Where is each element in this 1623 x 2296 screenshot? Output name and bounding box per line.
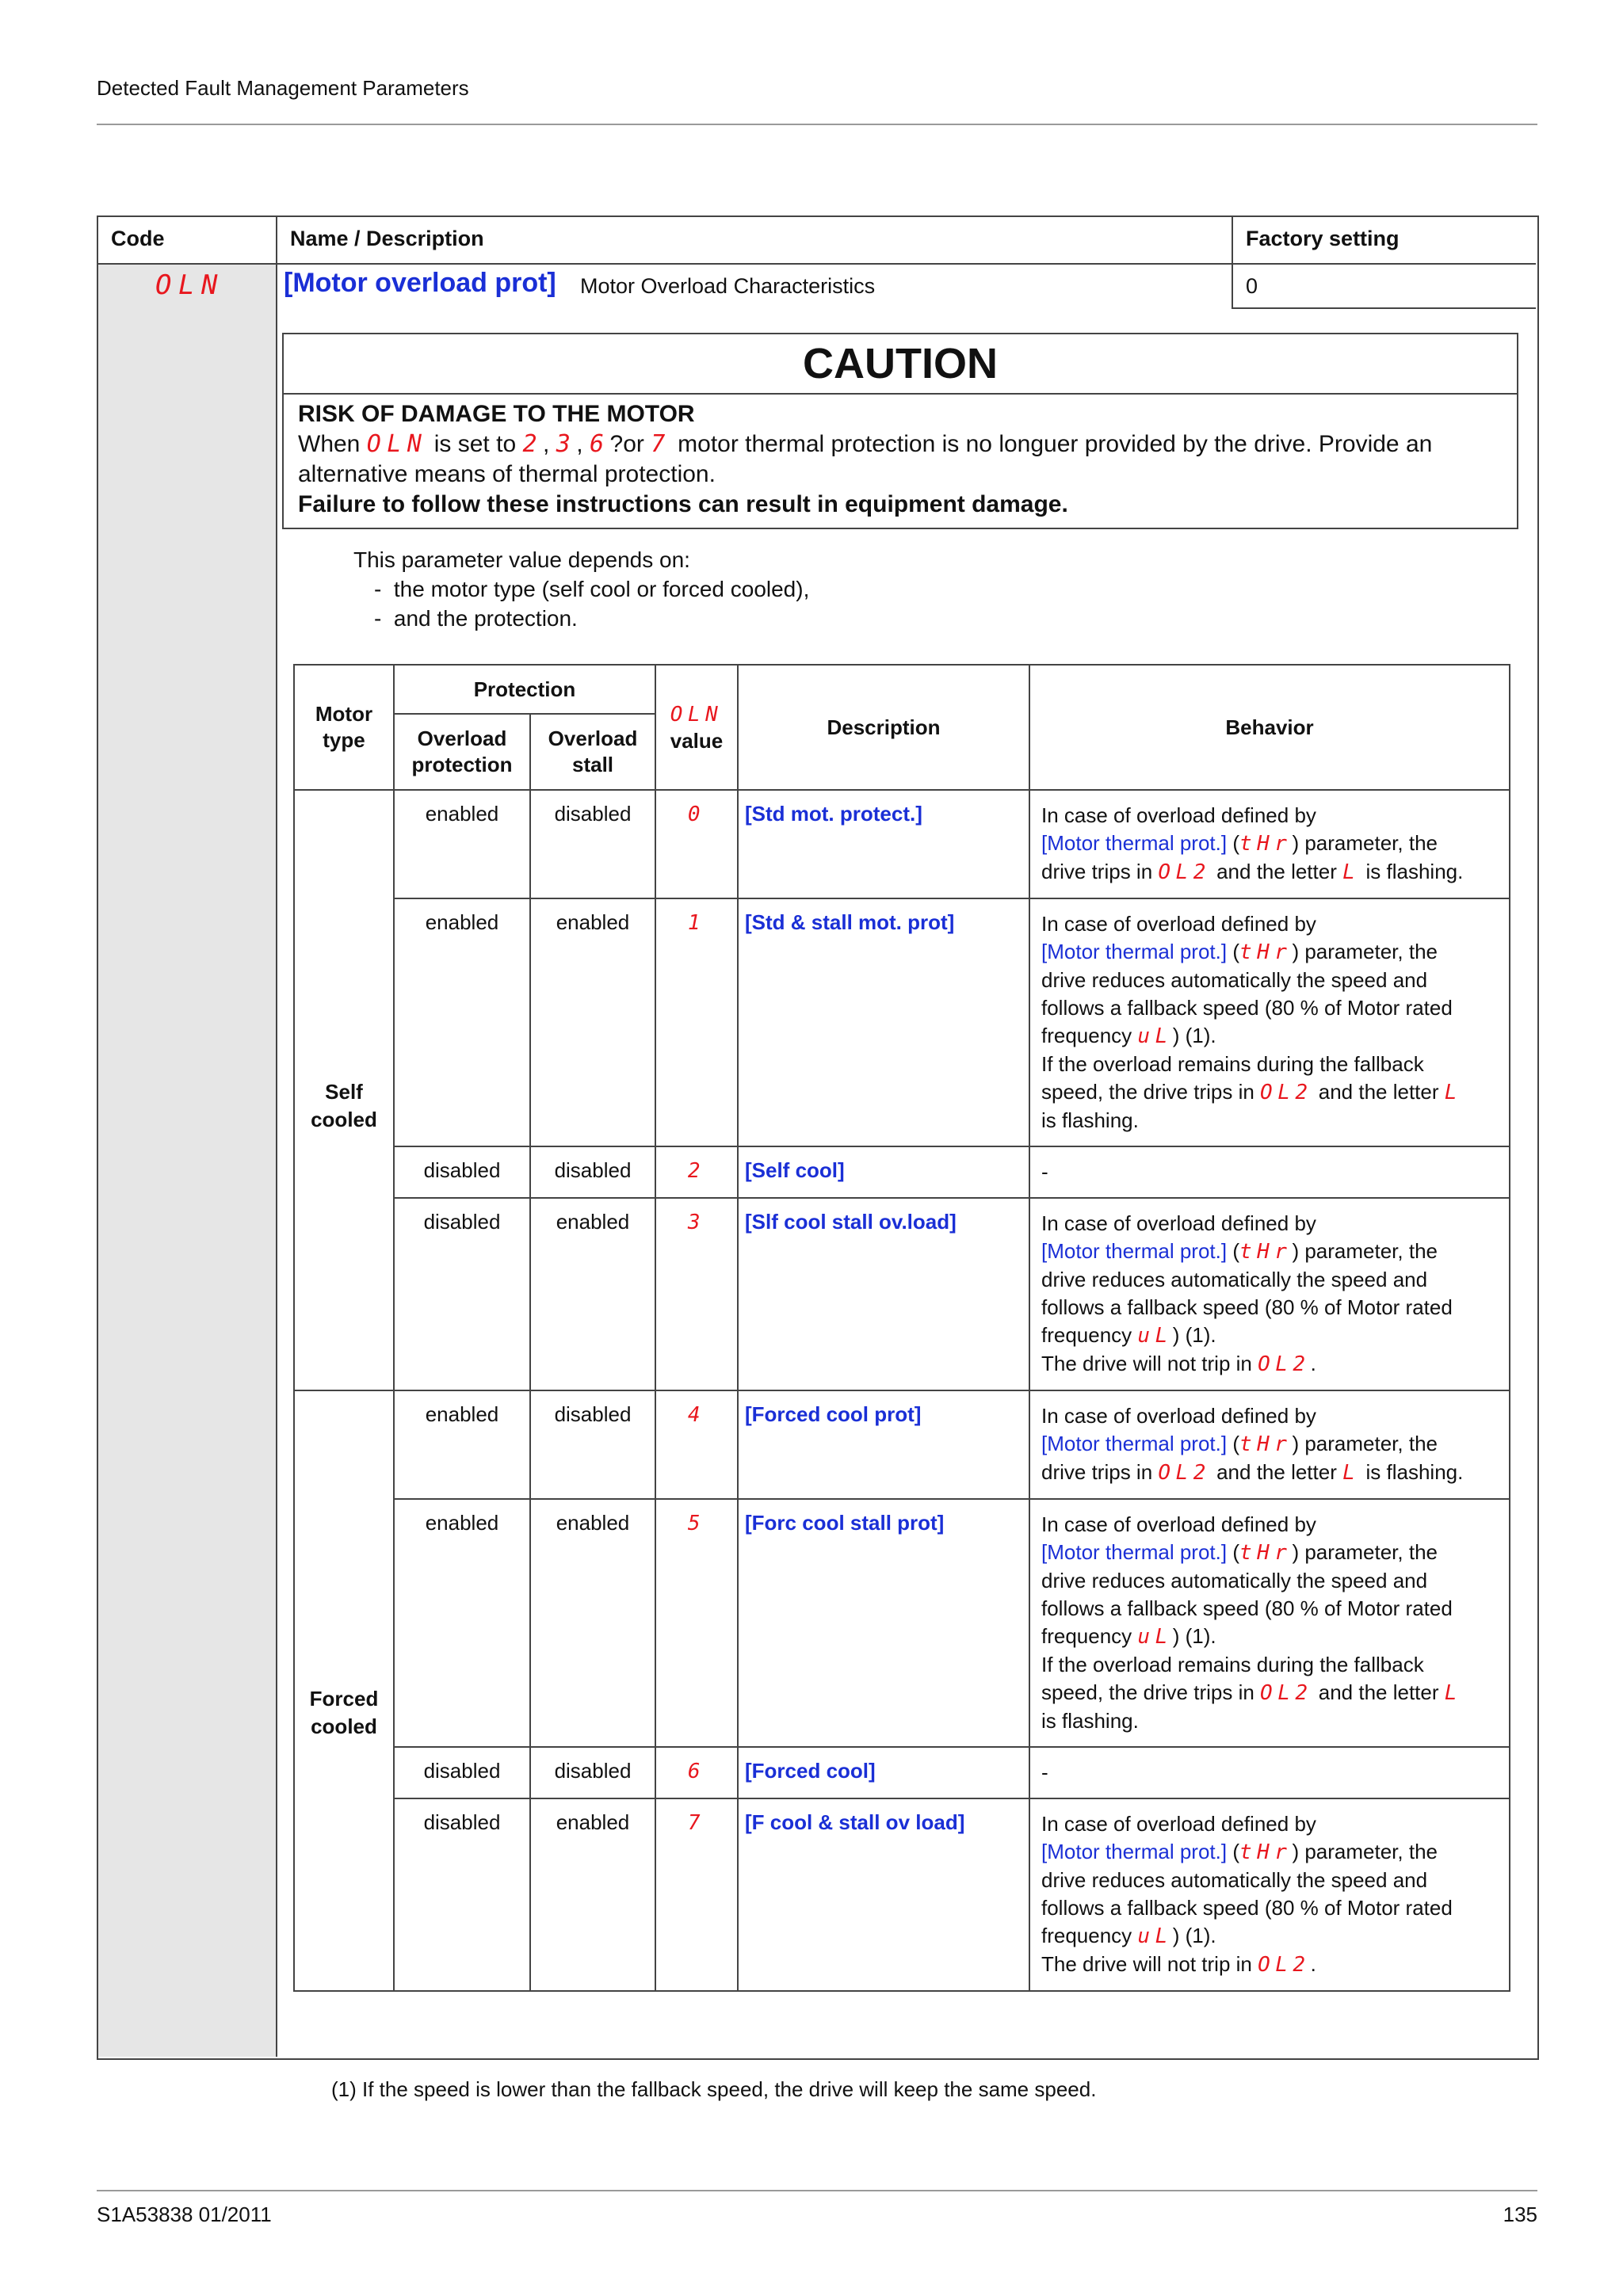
cell-overload-protection: disabled bbox=[394, 1146, 530, 1198]
beh-and-letter: and the letter bbox=[1318, 1080, 1439, 1104]
th-overload-protection: Overload protection bbox=[394, 714, 530, 790]
beh-fallback: follows a fallback speed (80 % of Motor rated bbox=[1041, 1596, 1453, 1620]
caution-failure: Failure to follow these instructions can result in equipment damage. bbox=[298, 491, 1068, 517]
cell-overload-protection: disabled bbox=[394, 1198, 530, 1390]
beh-ul-code: uL bbox=[1137, 1924, 1173, 1948]
cell-overload-stall: enabled bbox=[530, 1499, 655, 1747]
cell-description: [Self cool] bbox=[738, 1146, 1029, 1198]
th-behavior: Behavior bbox=[1029, 665, 1510, 790]
cell-overload-protection: enabled bbox=[394, 1390, 530, 1499]
beh-note: ) (1). bbox=[1172, 1024, 1216, 1047]
depends-item-text: and the protection. bbox=[393, 606, 578, 631]
beh-open: ( bbox=[1232, 1540, 1239, 1564]
motor-type-forced: Forced cooled bbox=[294, 1390, 394, 1991]
beh-param: [Motor thermal prot.] bbox=[1041, 831, 1228, 855]
beh-will-not: The drive will not trip in bbox=[1041, 1952, 1252, 1976]
caution-line1-end: motor thermal protection is no longuer provided by the drive. Provide an bbox=[678, 431, 1433, 457]
beh-dot: . bbox=[1310, 1352, 1316, 1375]
table-row bbox=[294, 790, 1510, 898]
cell-behavior bbox=[1029, 898, 1510, 1146]
beh-and-letter: and the letter bbox=[1216, 860, 1337, 883]
beh-speed-trips: speed, the drive trips in bbox=[1041, 1080, 1254, 1104]
beh-intro: In case of overload defined by bbox=[1041, 803, 1316, 827]
code-column bbox=[98, 265, 277, 2057]
beh-reduces: drive reduces automatically the speed and bbox=[1041, 1569, 1428, 1592]
beh-dot: . bbox=[1310, 1952, 1316, 1976]
beh-reduces: drive reduces automatically the speed and bbox=[1041, 1868, 1428, 1892]
header-divider bbox=[97, 124, 1537, 125]
beh-close: ) parameter, the bbox=[1292, 1540, 1438, 1564]
cell-oln-value: 2 bbox=[687, 1159, 706, 1183]
beh-intro: In case of overload defined by bbox=[1041, 1812, 1316, 1836]
cell-description: [Forced cool prot] bbox=[738, 1390, 1029, 1499]
beh-trips-in: drive trips in bbox=[1041, 1460, 1153, 1484]
beh-frequency: frequency bbox=[1041, 1924, 1132, 1947]
caution-is-set-to: is set to bbox=[433, 431, 517, 457]
header-code: Code bbox=[111, 227, 165, 250]
beh-thr-code: tHr bbox=[1239, 832, 1293, 856]
caution-line2: alternative means of thermal protection. bbox=[298, 461, 716, 487]
cell-overload-stall: disabled bbox=[530, 1390, 655, 1499]
beh-note: ) (1). bbox=[1172, 1924, 1216, 1947]
cell-overload-protection: enabled bbox=[394, 1499, 530, 1747]
cell-oln-value: 1 bbox=[687, 911, 706, 935]
beh-note: ) (1). bbox=[1172, 1323, 1216, 1347]
beh-ol2-code: OL2 bbox=[1158, 860, 1211, 884]
bullet-dash: - bbox=[374, 577, 382, 601]
beh-ol2-code: OL2 bbox=[1258, 1953, 1311, 1977]
th-protection: Protection bbox=[394, 665, 655, 714]
beh-close: ) parameter, the bbox=[1292, 1840, 1438, 1863]
cell-description: [Forc cool stall prot] bbox=[738, 1499, 1029, 1747]
beh-fallback: follows a fallback speed (80 % of Motor rated bbox=[1041, 1896, 1453, 1920]
table-row bbox=[294, 1198, 1510, 1390]
th-oln-code: OLN bbox=[670, 702, 724, 727]
beh-thr-code: tHr bbox=[1239, 940, 1293, 964]
beh-note: ) (1). bbox=[1172, 1624, 1216, 1648]
beh-frequency: frequency bbox=[1041, 1323, 1132, 1347]
beh-l-code: L bbox=[1342, 860, 1361, 884]
beh-speed-trips: speed, the drive trips in bbox=[1041, 1680, 1254, 1704]
beh-flashing: is flashing. bbox=[1041, 1108, 1139, 1132]
caution-code: OLN bbox=[366, 430, 428, 458]
cell-behavior bbox=[1029, 1198, 1510, 1390]
depends-intro: This parameter value depends on: bbox=[353, 547, 690, 572]
th-motor-type: Motor type bbox=[294, 665, 394, 790]
param-name: [Motor overload prot] bbox=[284, 268, 556, 298]
beh-param: [Motor thermal prot.] bbox=[1041, 1239, 1228, 1263]
th-value-label: value bbox=[670, 728, 724, 753]
beh-thr-code: tHr bbox=[1239, 1840, 1293, 1864]
cell-oln-value: 0 bbox=[687, 803, 706, 826]
beh-ol2-code: OL2 bbox=[1158, 1461, 1211, 1485]
cell-overload-stall: disabled bbox=[530, 1747, 655, 1798]
beh-fallback: follows a fallback speed (80 % of Motor rated bbox=[1041, 996, 1453, 1020]
beh-fallback: follows a fallback speed (80 % of Motor rated bbox=[1041, 1295, 1453, 1319]
beh-l-code: L bbox=[1444, 1081, 1462, 1104]
caution-body bbox=[298, 399, 1501, 520]
cell-description: [Std mot. protect.] bbox=[738, 790, 1029, 898]
beh-thr-code: tHr bbox=[1239, 1240, 1293, 1264]
beh-frequency: frequency bbox=[1041, 1624, 1132, 1648]
cell-oln-value: 3 bbox=[687, 1211, 706, 1234]
param-description: Motor Overload Characteristics bbox=[580, 274, 876, 298]
th-description: Description bbox=[738, 665, 1029, 790]
th-oln-value bbox=[655, 665, 738, 790]
beh-open: ( bbox=[1232, 1239, 1239, 1263]
beh-ul-code: uL bbox=[1137, 1324, 1173, 1348]
cell-overload-protection: enabled bbox=[394, 898, 530, 1146]
beh-ul-code: uL bbox=[1137, 1024, 1173, 1048]
beh-flashing: is flashing. bbox=[1365, 860, 1464, 883]
beh-l-code: L bbox=[1444, 1681, 1462, 1705]
cell-overload-stall: disabled bbox=[530, 790, 655, 898]
header-row-divider bbox=[98, 263, 1536, 265]
table-row bbox=[294, 1146, 1510, 1198]
beh-intro: In case of overload defined by bbox=[1041, 1404, 1316, 1428]
factory-col-divider bbox=[1232, 217, 1233, 309]
beh-reduces: drive reduces automatically the speed and bbox=[1041, 968, 1428, 992]
beh-ul-code: uL bbox=[1137, 1625, 1173, 1649]
beh-open: ( bbox=[1232, 1840, 1239, 1863]
beh-will-not: The drive will not trip in bbox=[1041, 1352, 1252, 1375]
footer-page-number: 135 bbox=[1503, 2203, 1537, 2226]
beh-flashing: is flashing. bbox=[1041, 1709, 1139, 1733]
table-row bbox=[294, 1499, 1510, 1747]
beh-param: [Motor thermal prot.] bbox=[1041, 1540, 1228, 1564]
beh-thr-code: tHr bbox=[1239, 1432, 1293, 1456]
beh-and-letter: and the letter bbox=[1318, 1680, 1439, 1704]
caution-or: ?or bbox=[609, 431, 644, 457]
oln-values-table bbox=[293, 664, 1510, 1992]
beh-open: ( bbox=[1232, 1432, 1239, 1455]
factory-value: 0 bbox=[1246, 274, 1258, 298]
caution-value-2: 2 bbox=[522, 430, 544, 458]
caution-box bbox=[282, 333, 1518, 529]
cell-overload-stall: enabled bbox=[530, 898, 655, 1146]
cell-description: [Slf cool stall ov.load] bbox=[738, 1198, 1029, 1390]
footer-doc-ref: S1A53838 01/2011 bbox=[97, 2203, 272, 2226]
beh-intro: In case of overload defined by bbox=[1041, 1211, 1316, 1235]
beh-trips-in: drive trips in bbox=[1041, 860, 1153, 883]
cell-overload-stall: disabled bbox=[530, 1146, 655, 1198]
header-name: Name / Description bbox=[290, 227, 484, 250]
cell-oln-value: 5 bbox=[687, 1512, 706, 1535]
cell-overload-protection: disabled bbox=[394, 1798, 530, 1991]
cell-behavior: - bbox=[1029, 1747, 1510, 1798]
beh-ol2-code: OL2 bbox=[1260, 1681, 1313, 1705]
depends-block bbox=[353, 545, 809, 633]
cell-description: [Forced cool] bbox=[738, 1747, 1029, 1798]
table-row bbox=[294, 898, 1510, 1146]
cell-description: [F cool & stall ov load] bbox=[738, 1798, 1029, 1991]
cell-overload-stall: enabled bbox=[530, 1198, 655, 1390]
beh-close: ) parameter, the bbox=[1292, 1432, 1438, 1455]
cell-description: [Std & stall mot. prot] bbox=[738, 898, 1029, 1146]
cell-behavior: - bbox=[1029, 1146, 1510, 1198]
depends-item-text: the motor type (self cool or forced cooled), bbox=[393, 577, 810, 601]
cell-oln-value: 4 bbox=[687, 1403, 706, 1427]
motor-type-self: Self cooled bbox=[294, 790, 394, 1390]
beh-l-code: L bbox=[1342, 1461, 1361, 1485]
caution-sep: , bbox=[543, 431, 550, 457]
cell-behavior bbox=[1029, 1499, 1510, 1747]
caution-value-3: 3 bbox=[556, 430, 577, 458]
beh-reduces: drive reduces automatically the speed and bbox=[1041, 1268, 1428, 1291]
beh-close: ) parameter, the bbox=[1292, 1239, 1438, 1263]
beh-ol2-code: OL2 bbox=[1258, 1352, 1311, 1376]
cell-oln-value: 7 bbox=[687, 1811, 706, 1835]
caution-when: When bbox=[298, 431, 361, 457]
caution-value-6: 6 bbox=[589, 430, 610, 458]
beh-remains: If the overload remains during the fallback bbox=[1041, 1052, 1424, 1076]
code-col-divider bbox=[276, 217, 277, 265]
beh-ol2-code: OL2 bbox=[1260, 1081, 1313, 1104]
footer-divider bbox=[97, 2190, 1537, 2191]
beh-frequency: frequency bbox=[1041, 1024, 1132, 1047]
table-row bbox=[294, 1390, 1510, 1499]
cell-overload-protection: enabled bbox=[394, 790, 530, 898]
page-header-title: Detected Fault Management Parameters bbox=[97, 76, 469, 100]
beh-remains: If the overload remains during the fallback bbox=[1041, 1653, 1424, 1676]
cell-overload-protection: disabled bbox=[394, 1747, 530, 1798]
caution-value-7: 7 bbox=[651, 430, 671, 458]
depends-item bbox=[353, 574, 809, 604]
beh-param: [Motor thermal prot.] bbox=[1041, 940, 1228, 963]
beh-param: [Motor thermal prot.] bbox=[1041, 1840, 1228, 1863]
beh-intro: In case of overload defined by bbox=[1041, 1512, 1316, 1536]
caution-title: CAUTION bbox=[284, 334, 1517, 395]
header-factory: Factory setting bbox=[1246, 227, 1400, 250]
beh-open: ( bbox=[1232, 940, 1239, 963]
beh-close: ) parameter, the bbox=[1292, 831, 1438, 855]
footnote: (1) If the speed is lower than the fallback speed, the drive will keep the same speed. bbox=[331, 2077, 1097, 2101]
bullet-dash: - bbox=[374, 606, 382, 631]
factory-cell-bottom bbox=[1232, 307, 1536, 309]
beh-open: ( bbox=[1232, 831, 1239, 855]
beh-flashing: is flashing. bbox=[1365, 1460, 1464, 1484]
beh-and-letter: and the letter bbox=[1216, 1460, 1337, 1484]
cell-oln-value: 6 bbox=[687, 1760, 706, 1783]
beh-intro: In case of overload defined by bbox=[1041, 912, 1316, 936]
cell-overload-stall: enabled bbox=[530, 1798, 655, 1991]
table-row bbox=[294, 1798, 1510, 1991]
caution-sep: , bbox=[576, 431, 583, 457]
cell-behavior bbox=[1029, 790, 1510, 898]
depends-item bbox=[353, 604, 809, 633]
cell-behavior bbox=[1029, 1798, 1510, 1991]
beh-close: ) parameter, the bbox=[1292, 940, 1438, 963]
th-overload-stall: Overload stall bbox=[530, 714, 655, 790]
caution-risk: RISK OF DAMAGE TO THE MOTOR bbox=[298, 401, 695, 427]
param-code: OLN bbox=[155, 269, 224, 301]
beh-param: [Motor thermal prot.] bbox=[1041, 1432, 1228, 1455]
caution-line1 bbox=[298, 429, 1501, 460]
beh-thr-code: tHr bbox=[1239, 1541, 1293, 1565]
table-row bbox=[294, 1747, 1510, 1798]
cell-behavior bbox=[1029, 1390, 1510, 1499]
